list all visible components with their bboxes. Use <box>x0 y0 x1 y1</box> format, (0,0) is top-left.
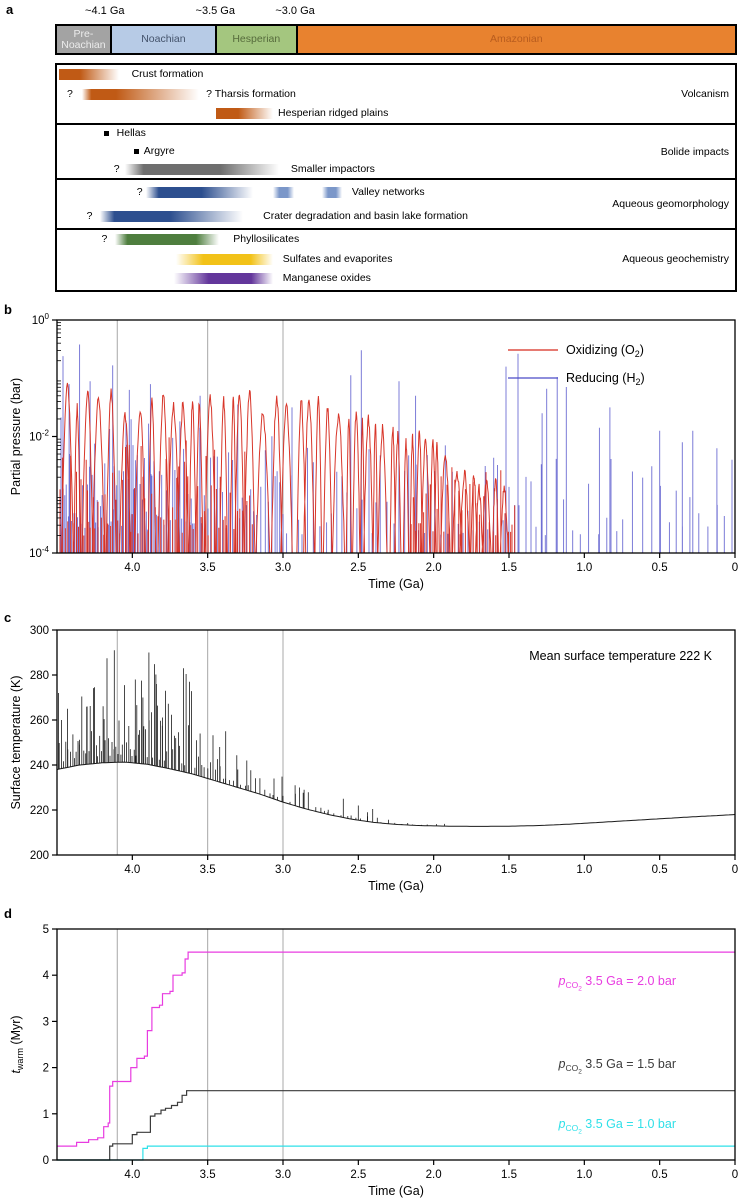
era-hesperian: Hesperian <box>215 26 296 53</box>
era-noachian: Noachian <box>110 26 215 53</box>
temperature-spikes <box>57 650 445 826</box>
x-tick-label: 0.5 <box>651 864 668 876</box>
y-tick-label: 280 <box>29 670 49 682</box>
timeline-bar <box>146 187 252 198</box>
y-axis-title: Surface temperature (K) <box>9 675 23 810</box>
section-label: Aqueous geomorphology <box>612 198 729 210</box>
legend-label: Reducing $(H_2)$ <box>566 371 645 387</box>
x-tick-label: 0.5 <box>651 562 668 574</box>
y-tick-label: 0 <box>42 1155 49 1167</box>
y-tick-label: 3 <box>42 1016 49 1029</box>
question-mark: ? <box>101 233 108 246</box>
x-tick-label: 3.5 <box>199 864 216 876</box>
timeline-label: Smaller impactors <box>290 162 375 175</box>
timeline-bar <box>82 89 199 100</box>
era-pre-noachian: Pre-Noachian <box>57 26 110 53</box>
series-label: $p_{CO2}$ 3.5 Ga = 1.5 bar <box>558 1057 676 1076</box>
y-axis-title: Partial pressure (bar) <box>9 377 23 496</box>
panel-a-letter: a <box>6 2 14 17</box>
timeline-label: Valley networks <box>351 185 425 198</box>
x-tick-label: 3.0 <box>275 1169 291 1181</box>
timeline-label: Sulfates and evaporites <box>282 252 393 265</box>
y-tick-label: 240 <box>29 760 49 772</box>
panel-b-letter: b <box>4 302 12 317</box>
section-label: Volcanism <box>681 88 729 100</box>
section-bolide-impacts <box>57 123 735 178</box>
x-tick-label: 2.5 <box>350 1169 367 1181</box>
question-mark: ? <box>86 209 93 222</box>
plot-frame <box>57 630 735 855</box>
temperature-baseline <box>57 762 735 826</box>
section-label: Aqueous geochemistry <box>622 253 729 265</box>
x-tick-label: 3.0 <box>275 562 291 574</box>
era-amazonian: Amazonian <box>296 26 735 53</box>
mean-temperature-annotation: Mean surface temperature 222 K <box>529 649 712 663</box>
y-tick-label: 2 <box>42 1062 49 1075</box>
impact-marker <box>134 149 139 154</box>
panel-c-plot <box>0 612 743 902</box>
timeline-label: Crater degradation and basin lake formation <box>263 209 468 222</box>
x-tick-label: 3.5 <box>199 562 216 574</box>
timeline-bar <box>216 108 272 119</box>
y-tick-label: 220 <box>29 805 49 817</box>
panel-b-plot <box>0 304 743 600</box>
timeline-bar <box>125 164 279 175</box>
panel-c-letter: c <box>4 610 12 625</box>
question-mark: ? <box>136 185 143 198</box>
era-age-marker: ~3.5 Ga <box>195 5 235 17</box>
x-axis-title: Time (Ga) <box>368 1184 424 1198</box>
x-tick-label: 3.5 <box>199 1169 216 1181</box>
y-axis-title: $t_{warm}$ (Myr) <box>9 1015 25 1074</box>
x-tick-label: 0 <box>731 864 739 876</box>
x-tick-label: 1.0 <box>576 1169 593 1181</box>
legend-label: Oxidizing $(O_2)$ <box>566 343 644 359</box>
timeline-label: Manganese oxides <box>282 271 371 284</box>
x-tick-label: 4.0 <box>124 562 141 574</box>
y-tick-label: $10^{-2}$ <box>29 428 49 444</box>
x-tick-label: 4.0 <box>124 1169 141 1181</box>
panel-d-plot <box>0 908 743 1200</box>
y-tick-label: 260 <box>29 715 49 727</box>
question-mark: ? <box>113 162 120 175</box>
section-aqueous-geomorphology <box>57 178 735 228</box>
x-tick-label: 1.0 <box>576 562 593 574</box>
series-label: $p_{CO2}$ 3.5 Ga = 2.0 bar <box>558 974 676 993</box>
timeline-bar <box>115 234 219 245</box>
section-volcanism <box>57 65 735 123</box>
era-age-markers <box>55 5 737 21</box>
x-tick-label: 4.0 <box>124 864 141 876</box>
x-tick-label: 3.0 <box>275 864 291 876</box>
x-tick-label: 0.5 <box>651 1169 668 1181</box>
x-tick-label: 2.5 <box>350 864 367 876</box>
x-tick-label: 1.5 <box>501 1169 517 1181</box>
y-tick-label: $10^{-4}$ <box>29 545 49 560</box>
panel-a-timeline <box>0 0 743 300</box>
series-label: $p_{CO2}$ 3.5 Ga = 1.0 bar <box>558 1117 676 1136</box>
timeline-bar <box>59 69 119 80</box>
era-age-marker: ~3.0 Ga <box>275 5 315 17</box>
x-tick-label: 1.5 <box>501 864 517 876</box>
x-axis-title: Time (Ga) <box>368 879 424 893</box>
timeline-label: Crust formation <box>131 68 204 81</box>
x-tick-label: 2.0 <box>425 1169 442 1181</box>
panel-d-letter: d <box>4 906 12 921</box>
step-series <box>57 1146 735 1160</box>
timeline-label: ? Tharsis formation <box>206 87 296 100</box>
question-mark: ? <box>66 87 73 100</box>
y-tick-label: 1 <box>42 1108 49 1121</box>
section-label: Bolide impacts <box>660 145 729 158</box>
x-tick-label: 0 <box>731 562 739 574</box>
timeline-bar-patch <box>273 187 294 198</box>
timeline-sections-box <box>55 63 737 292</box>
x-axis-title: Time (Ga) <box>368 577 424 591</box>
timeline-label: Phyllosilicates <box>233 233 300 246</box>
timeline-bar <box>174 273 272 284</box>
y-tick-label: 5 <box>42 924 49 936</box>
timeline-label: Hesperian ridged plains <box>278 106 389 119</box>
x-tick-label: 0 <box>731 1169 739 1181</box>
era-age-marker: ~4.1 Ga <box>85 5 125 17</box>
x-tick-label: 2.0 <box>425 864 442 876</box>
x-tick-label: 2.0 <box>425 562 442 574</box>
y-tick-label: $10^0$ <box>31 312 49 327</box>
x-tick-label: 2.5 <box>350 562 367 574</box>
timeline-label: Hellas <box>116 127 146 140</box>
x-tick-label: 1.0 <box>576 864 593 876</box>
timeline-bar <box>100 211 243 222</box>
y-tick-label: 200 <box>29 850 49 862</box>
era-bar <box>55 24 737 55</box>
timeline-label: Argyre <box>143 145 175 157</box>
section-aqueous-geochemistry <box>57 228 735 288</box>
y-tick-label: 300 <box>29 625 49 637</box>
impact-marker <box>104 131 109 136</box>
timeline-bar <box>176 254 272 265</box>
y-tick-label: 4 <box>42 970 49 983</box>
x-tick-label: 1.5 <box>501 562 517 574</box>
timeline-bar-patch <box>322 187 342 198</box>
